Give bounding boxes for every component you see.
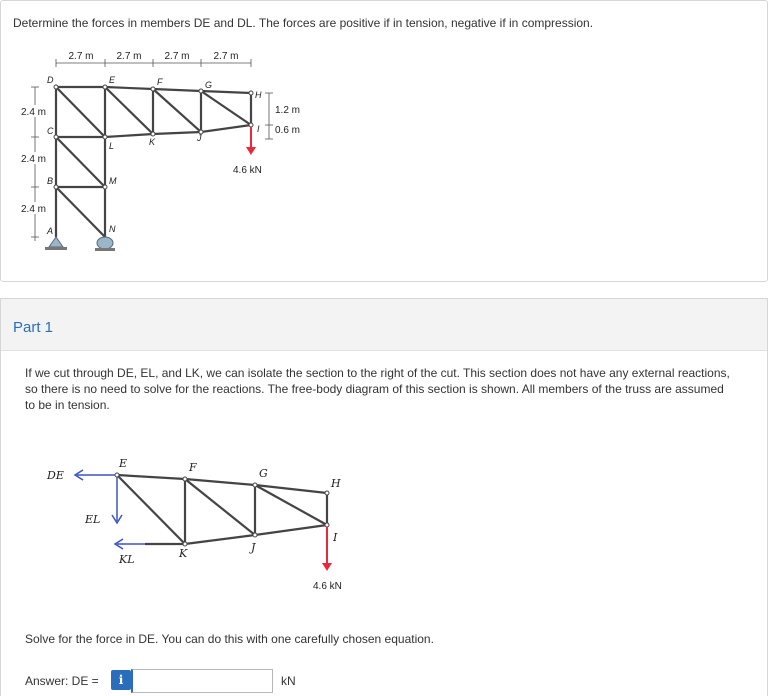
node-label: A bbox=[47, 226, 54, 236]
explanation-text: If we cut through DE, EL, and LK, we can isolate the section to the right of the cut. This section does not have any external reactions, so there is no need to solve for the reactions. The free-body diagram of this section is shown. All members of the truss are assumed to be in tension. bbox=[25, 366, 730, 412]
dim-label: 1.2 m bbox=[275, 105, 301, 116]
load-arrow-icon bbox=[246, 127, 256, 155]
roller-support-icon bbox=[95, 237, 115, 251]
force-arrow-de-icon bbox=[75, 470, 115, 480]
node-label: K bbox=[149, 137, 156, 147]
node-label: K bbox=[179, 547, 188, 560]
node-label: L bbox=[109, 141, 115, 151]
instruction-text: Solve for the force in DE. You can do this with one carefully chosen equation. bbox=[25, 632, 434, 646]
node-label: B bbox=[47, 176, 54, 186]
load-label: 4.6 kN bbox=[313, 581, 342, 592]
answer-input[interactable] bbox=[131, 669, 273, 693]
node-label: G bbox=[259, 467, 268, 480]
span-label: 2.7 m bbox=[213, 51, 239, 62]
node-label: H bbox=[331, 477, 341, 490]
node-label: G bbox=[205, 80, 213, 90]
node-label: N bbox=[109, 224, 116, 234]
force-label: KL bbox=[119, 553, 135, 566]
load-arrow-icon bbox=[322, 527, 332, 571]
height-label: 2.4 m bbox=[21, 204, 47, 215]
part-1-section bbox=[0, 298, 768, 696]
answer-label: Answer: DE = bbox=[25, 674, 99, 688]
info-icon[interactable]: i bbox=[111, 670, 131, 690]
height-label: 2.4 m bbox=[21, 154, 47, 165]
node-label: C bbox=[47, 126, 54, 136]
dim-label: 0.6 m bbox=[275, 125, 301, 136]
question-card bbox=[0, 0, 768, 282]
unit-label: kN bbox=[281, 674, 296, 688]
node-label: F bbox=[189, 461, 197, 474]
node-label: E bbox=[109, 75, 116, 85]
node-label: J bbox=[251, 541, 256, 554]
node-label: F bbox=[157, 77, 163, 87]
truss-members bbox=[56, 87, 251, 237]
height-label: 2.4 m bbox=[21, 107, 47, 118]
right-dimensions bbox=[265, 93, 273, 139]
force-arrow-kl-icon bbox=[115, 539, 145, 549]
part-title: Part 1 bbox=[13, 319, 54, 336]
node-label: M bbox=[109, 176, 117, 186]
pin-support-icon bbox=[45, 237, 67, 250]
force-arrow-el-icon bbox=[112, 477, 122, 523]
node-label: I bbox=[257, 124, 260, 134]
part-header[interactable] bbox=[1, 299, 767, 351]
node-label: J bbox=[197, 133, 202, 143]
answer-row bbox=[25, 668, 725, 694]
span-label: 2.7 m bbox=[116, 51, 142, 62]
load-label: 4.6 kN bbox=[233, 165, 262, 176]
span-label: 2.7 m bbox=[68, 51, 94, 62]
fbd-members bbox=[117, 475, 327, 544]
node-label: E bbox=[119, 457, 128, 470]
force-label: EL bbox=[85, 513, 101, 526]
span-label: 2.7 m bbox=[164, 51, 190, 62]
node-label: H bbox=[255, 90, 262, 100]
force-label: DE bbox=[47, 469, 64, 482]
node-label: D bbox=[47, 75, 54, 85]
node-label: I bbox=[333, 531, 338, 544]
question-text: Determine the forces in members DE and DL. The forces are positive if in tension, negative if in compression. bbox=[13, 16, 594, 30]
